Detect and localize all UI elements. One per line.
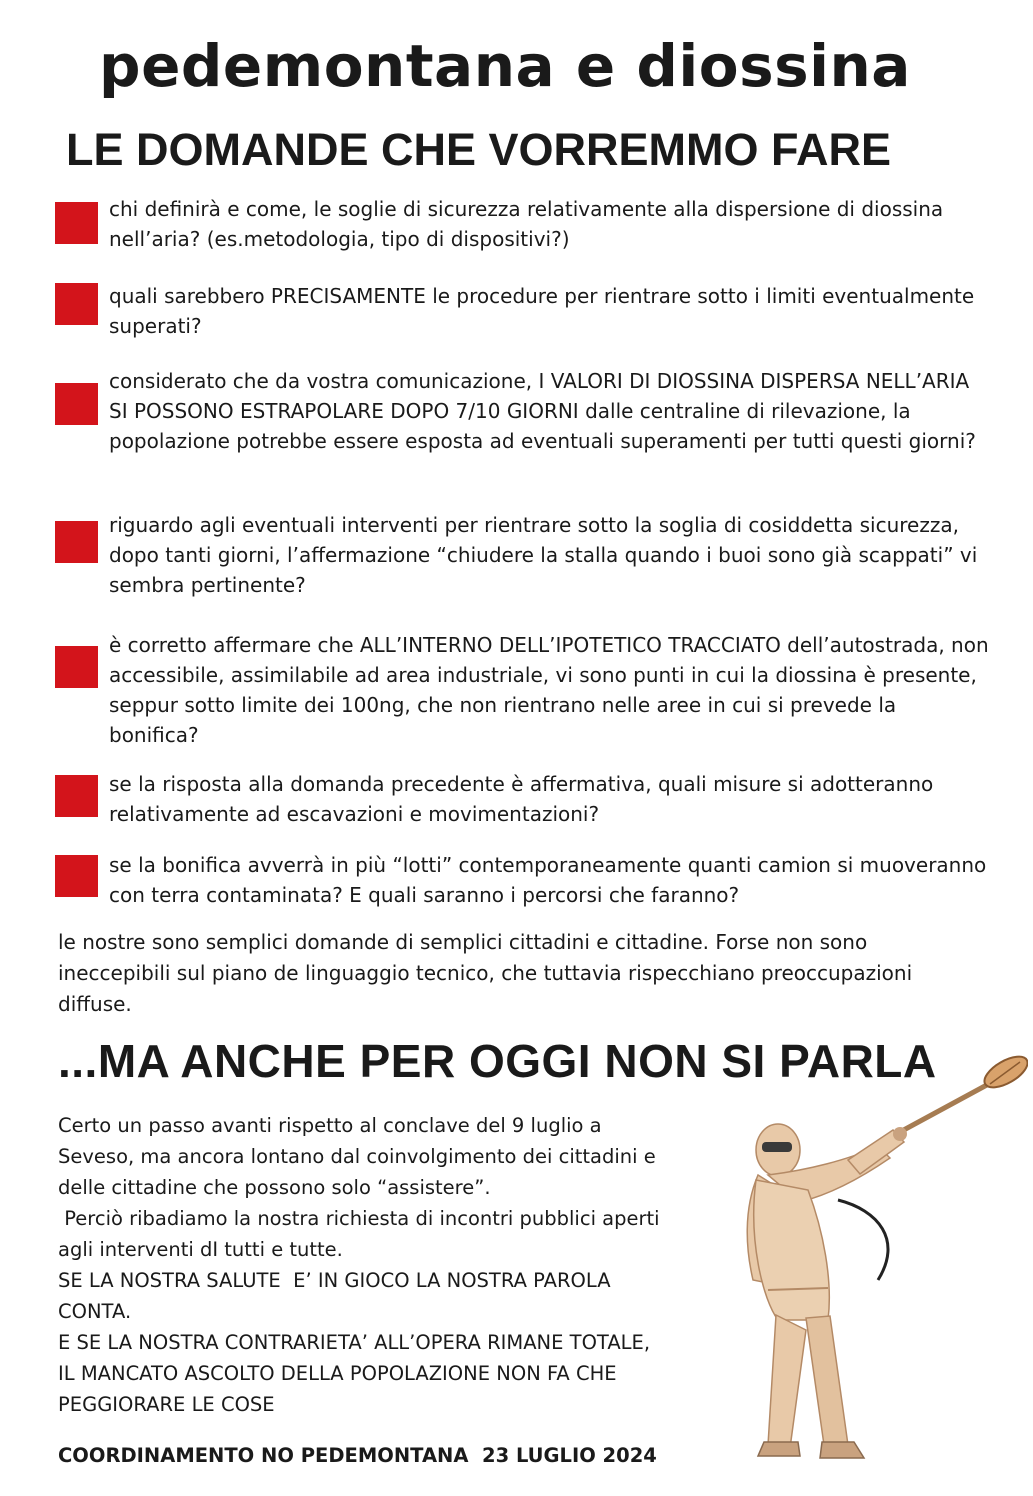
closing-paragraph: le nostre sono semplici domande di semplici cittadini e cittadine. Forse non sono ineccepibili sul piano de linguaggio tecnico, che tuttavia rispecchiano preoccupazioni diffuse. (58, 930, 913, 1016)
red-square-bullet (55, 521, 98, 563)
page-subtitle: LE DOMANDE CHE VORREMMO FARE (66, 124, 892, 175)
question-text: chi definirà e come, le soglie di sicurezza relativamente alla dispersione di diossina nell’aria? (es.metodologia, tipo di dispositivi?) (109, 197, 944, 251)
statement-line: agli interventi dI tutti e tutte. (58, 1238, 343, 1261)
statement-line: PEGGIORARE LE COSE (58, 1393, 275, 1416)
statement-line: Certo un passo avanti rispetto al conclave del 9 luglio a (58, 1114, 602, 1137)
statement-line: SE LA NOSTRA SALUTE E’ IN GIOCO LA NOSTRA PAROLA (58, 1269, 611, 1292)
question-text: quali sarebbero PRECISAMENTE le procedure per rientrare sotto i limiti eventualmente superati? (109, 284, 975, 338)
statement-line: delle cittadine che possono solo “assistere”. (58, 1176, 491, 1199)
red-square-bullet (55, 855, 98, 897)
question-text: considerato che da vostra comunicazione, I VALORI DI DIOSSINA DISPERSA NELL’ARIA SI POSSONO ESTRAPOLARE DOPO 7/10 GIORNI dalle centraline di rilevazione, la popolazione potrebbe essere esposta ad eventuali superamenti per tutti questi giorni? (109, 369, 976, 453)
hazmat-worker-illustration (728, 1050, 1028, 1470)
statement-line: IL MANCATO ASCOLTO DELLA POPOLAZIONE NON FA CHE (58, 1362, 617, 1385)
question-text: se la bonifica avverrà in più “lotti” contemporaneamente quanti camion si muoveranno con terra contaminata? E quali saranno i percorsi che faranno? (109, 853, 987, 907)
red-square-bullet (55, 283, 98, 325)
statement-body (58, 1110, 748, 1420)
statement-line: Seveso, ma ancora lontano dal coinvolgimento dei cittadini e (58, 1145, 656, 1168)
red-square-bullet (55, 646, 98, 688)
question-text: riguardo agli eventuali interventi per rientrare sotto la soglia di cosiddetta sicurezza, dopo tanti giorni, l’affermazione “chiudere la stalla quando i buoi sono già scappati” vi sembra pertinente? (109, 513, 978, 597)
signature: COORDINAMENTO NO PEDEMONTANA 23 LUGLIO 2024 (58, 1444, 657, 1467)
red-square-bullet (55, 383, 98, 425)
red-square-bullet (55, 202, 98, 244)
page-title: pedemontana e diossina (99, 32, 911, 100)
question-text: se la risposta alla domanda precedente è affermativa, quali misure si adotteranno relativamente ad escavazioni e movimentazioni? (109, 772, 934, 826)
secondary-headline: ...MA ANCHE PER OGGI NON SI PARLA (58, 1035, 937, 1087)
red-square-bullet (55, 775, 98, 817)
statement-line: CONTA. (58, 1300, 132, 1323)
statement-line: E SE LA NOSTRA CONTRARIETA’ ALL’OPERA RIMANE TOTALE, (58, 1331, 651, 1354)
question-text: è corretto affermare che ALL’INTERNO DELL’IPOTETICO TRACCIATO dell’autostrada, non accessibile, assimilabile ad area industriale, vi sono punti in cui la diossina è presente, seppur sotto limite dei 100ng, che non rientrano nelle aree in cui si prevede la bonifica? (109, 633, 989, 747)
statement-line: Perciò ribadiamo la nostra richiesta di incontri pubblici aperti (58, 1207, 660, 1230)
